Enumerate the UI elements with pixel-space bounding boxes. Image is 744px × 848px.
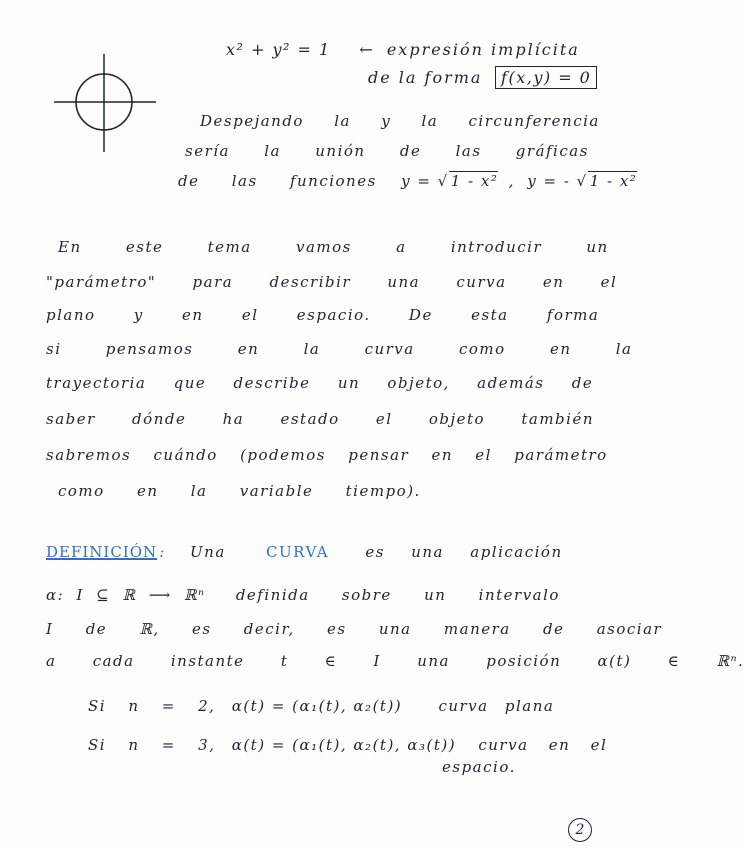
header-line-1: [226, 40, 580, 59]
function-1: y = √ 1 - x²: [401, 172, 499, 190]
boxed-form: f(x,y) = 0: [495, 66, 597, 89]
definition-line-3: I de ℝ, es decir, es una manera de asociar: [46, 620, 663, 638]
sqrt-icon: √: [576, 172, 588, 190]
paragraph-line-4: si pensamos en la curva como en la: [46, 340, 633, 358]
case-plane: [88, 697, 554, 715]
paragraph-line-7: sabremos cuándo (podemos pensar en el parámetro: [46, 446, 608, 464]
implicit-note: expresión implícita: [386, 40, 580, 59]
case-plane-condition: Si n = 2,: [88, 697, 216, 715]
definition-rest: es una aplicación: [365, 543, 563, 561]
function-2: y = - √ 1 - x²: [527, 172, 638, 190]
page-number: 2: [568, 818, 592, 842]
definition-interval: definida sobre un intervalo: [235, 586, 560, 604]
sqrt-icon: √: [437, 172, 449, 190]
definition-line-2: [46, 586, 560, 604]
definition-line-1: DEFINICIÓN : Una CURVA es una aplicación: [46, 543, 563, 561]
case-plane-label: curva plana: [438, 697, 555, 715]
explanation-line-2: sería la unión de las gráficas: [185, 142, 589, 160]
circle-sketch: [52, 52, 160, 156]
paragraph-line-6: saber dónde ha estado el objeto también: [46, 410, 594, 428]
paragraph-line-8: como en la variable tiempo).: [58, 482, 421, 500]
paragraph-line-5: trayectoria que describe un objeto, además de: [46, 374, 594, 392]
case-space: [88, 736, 607, 754]
map-notation: α: I ⊆ ℝ ⟶ ℝⁿ: [46, 586, 206, 604]
header-line-2: [368, 68, 597, 87]
una-word: Una: [190, 543, 226, 561]
explanation-line-3: de las funciones y = √ 1 - x² , y = - √ 1 - x²: [178, 172, 638, 190]
case-space-condition: Si n = 3,: [88, 736, 216, 754]
case-space-label-2: espacio.: [442, 758, 516, 776]
case-plane-formula: α(t) = (α₁(t), α₂(t)): [231, 697, 403, 715]
paragraph-line-2: "parámetro" para describir una curva en el: [46, 273, 618, 291]
case-space-label: curva en el: [478, 736, 608, 754]
case-space-formula: α(t) = (α₁(t), α₂(t), α₃(t)): [231, 736, 457, 754]
form-note: de la forma: [368, 68, 483, 87]
implicit-equation: x² + y² = 1: [226, 40, 331, 59]
paragraph-line-3: plano y en el espacio. De esta forma: [46, 306, 600, 324]
functions-text: de las funciones: [178, 172, 377, 190]
curva-term: CURVA: [266, 543, 330, 561]
paragraph-line-1: En este tema vamos a introducir un: [58, 238, 609, 256]
definition-line-4: a cada instante t ∈ I una posición α(t) ∈ ℝⁿ.: [46, 652, 744, 670]
explanation-line-1: Despejando la y la circunferencia: [200, 112, 600, 130]
arrow-icon: ←: [359, 40, 375, 59]
definition-label: DEFINICIÓN: [46, 543, 158, 561]
